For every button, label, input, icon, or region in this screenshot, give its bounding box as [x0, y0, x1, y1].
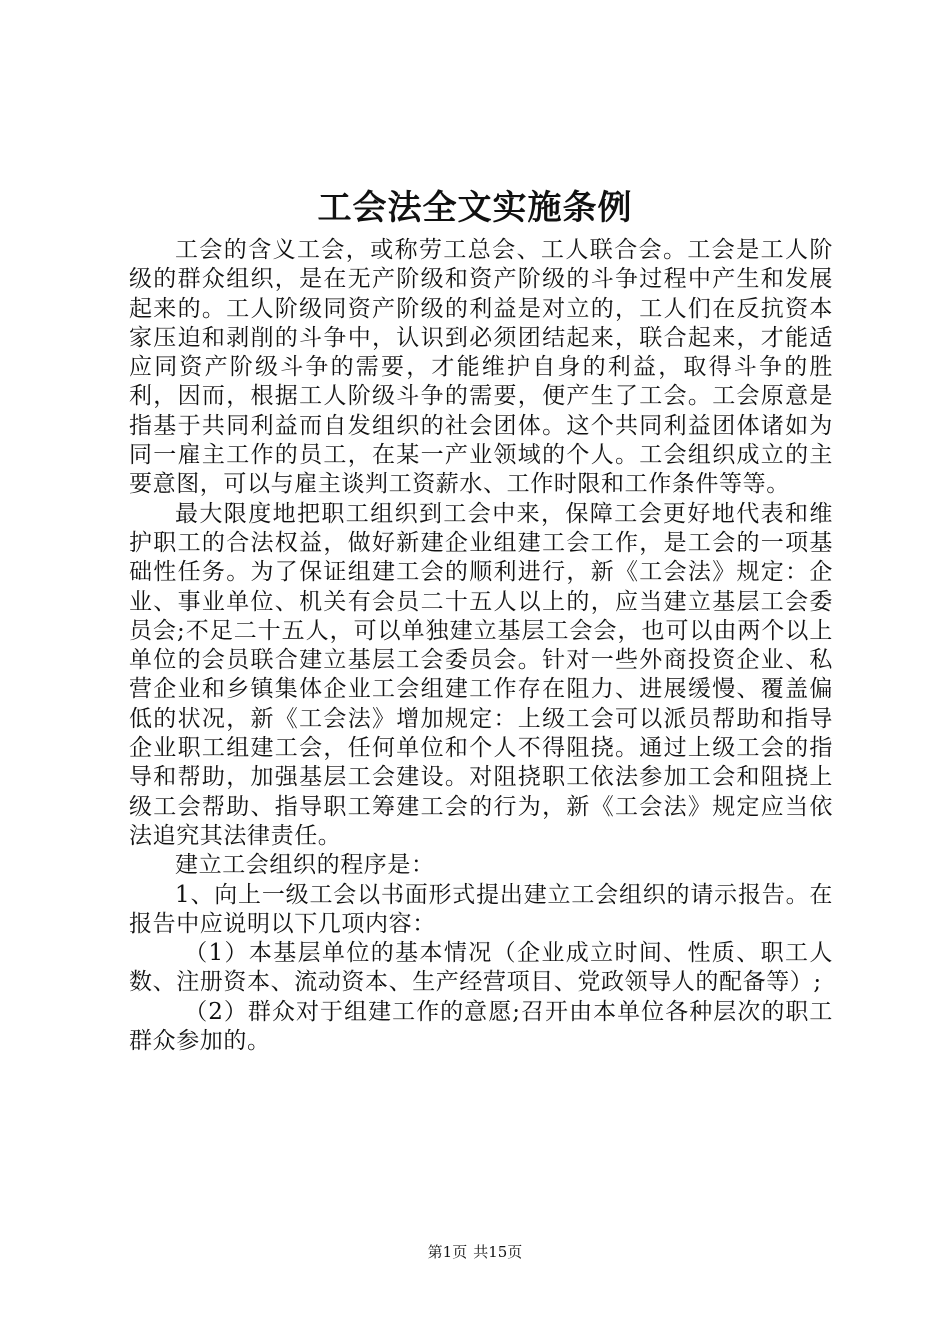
paragraph-union-definition: 工会的含义工会，或称劳工总会、工人联合会。工会是工人阶级的群众组织，是在无产阶级和资产阶级的斗争过程中产生和发展起来的。工人阶级同资产阶级的利益是对立的，工人们在反抗资本家压迫和剥削的斗争中，认识到必须团结起来，联合起来，才能适应同资产阶级斗争的需要，才能维护自身的利益，取得斗争的胜利，因而，根据工人阶级斗争的需要，便产生了工会。工会原意是指基于共同利益而自发组织的社会团体。这个共同利益团体诸如为同一雇主工作的员工，在某一产业领域的个人。工会组织成立的主要意图，可以与雇主谈判工资薪水、工作时限和工作条件等等。: [129, 237, 833, 498]
document-title: 工会法全文实施条例: [317, 188, 633, 228]
paragraph-procedure-heading: 建立工会组织的程序是：: [175, 852, 435, 879]
page-total: 共15页: [473, 1243, 523, 1261]
paragraph-step-1-item-1: （1）本基层单位的基本情况（企业成立时间、性质、职工人数、注册资本、流动资本、生产经营项目、党政领导人的配备等）;: [129, 940, 833, 996]
page-footer: [0, 1242, 950, 1262]
paragraph-step-1: 1、向上一级工会以书面形式提出建立工会组织的请示报告。在报告中应说明以下几项内容：: [129, 881, 833, 937]
paragraph-step-1-item-2: （2）群众对于组建工作的意愿;召开由本单位各种层次的职工群众参加的。: [129, 998, 833, 1055]
document-body: [129, 236, 833, 1056]
paragraph-union-establishment: 最大限度地把职工组织到工会中来，保障工会更好地代表和维护职工的合法权益，做好新建企业组建工会工作，是工会的一项基础性任务。为了保证组建工会的顺利进行，新《工会法》规定：企业、事业单位、机关有会员二十五人以上的，应当建立基层工会委员会;不足二十五人，可以单独建立基层工会会，也可以由两个以上单位的会员联合建立基层工会委员会。针对一些外商投资企业、私营企业和乡镇集体企业工会组建工作存在阻力、进展缓慢、覆盖偏低的状况，新《工会法》增加规定：上级工会可以派员帮助和指导企业职工组建工会，任何单位和个人不得阻挠。通过上级工会的指导和帮助，加强基层工会建设。对阻挠职工依法参加工会和阻挠上级工会帮助、指导职工筹建工会的行为，新《工会法》规定应当依法追究其法律责任。: [129, 500, 833, 849]
page-number: 第1页: [427, 1243, 468, 1261]
